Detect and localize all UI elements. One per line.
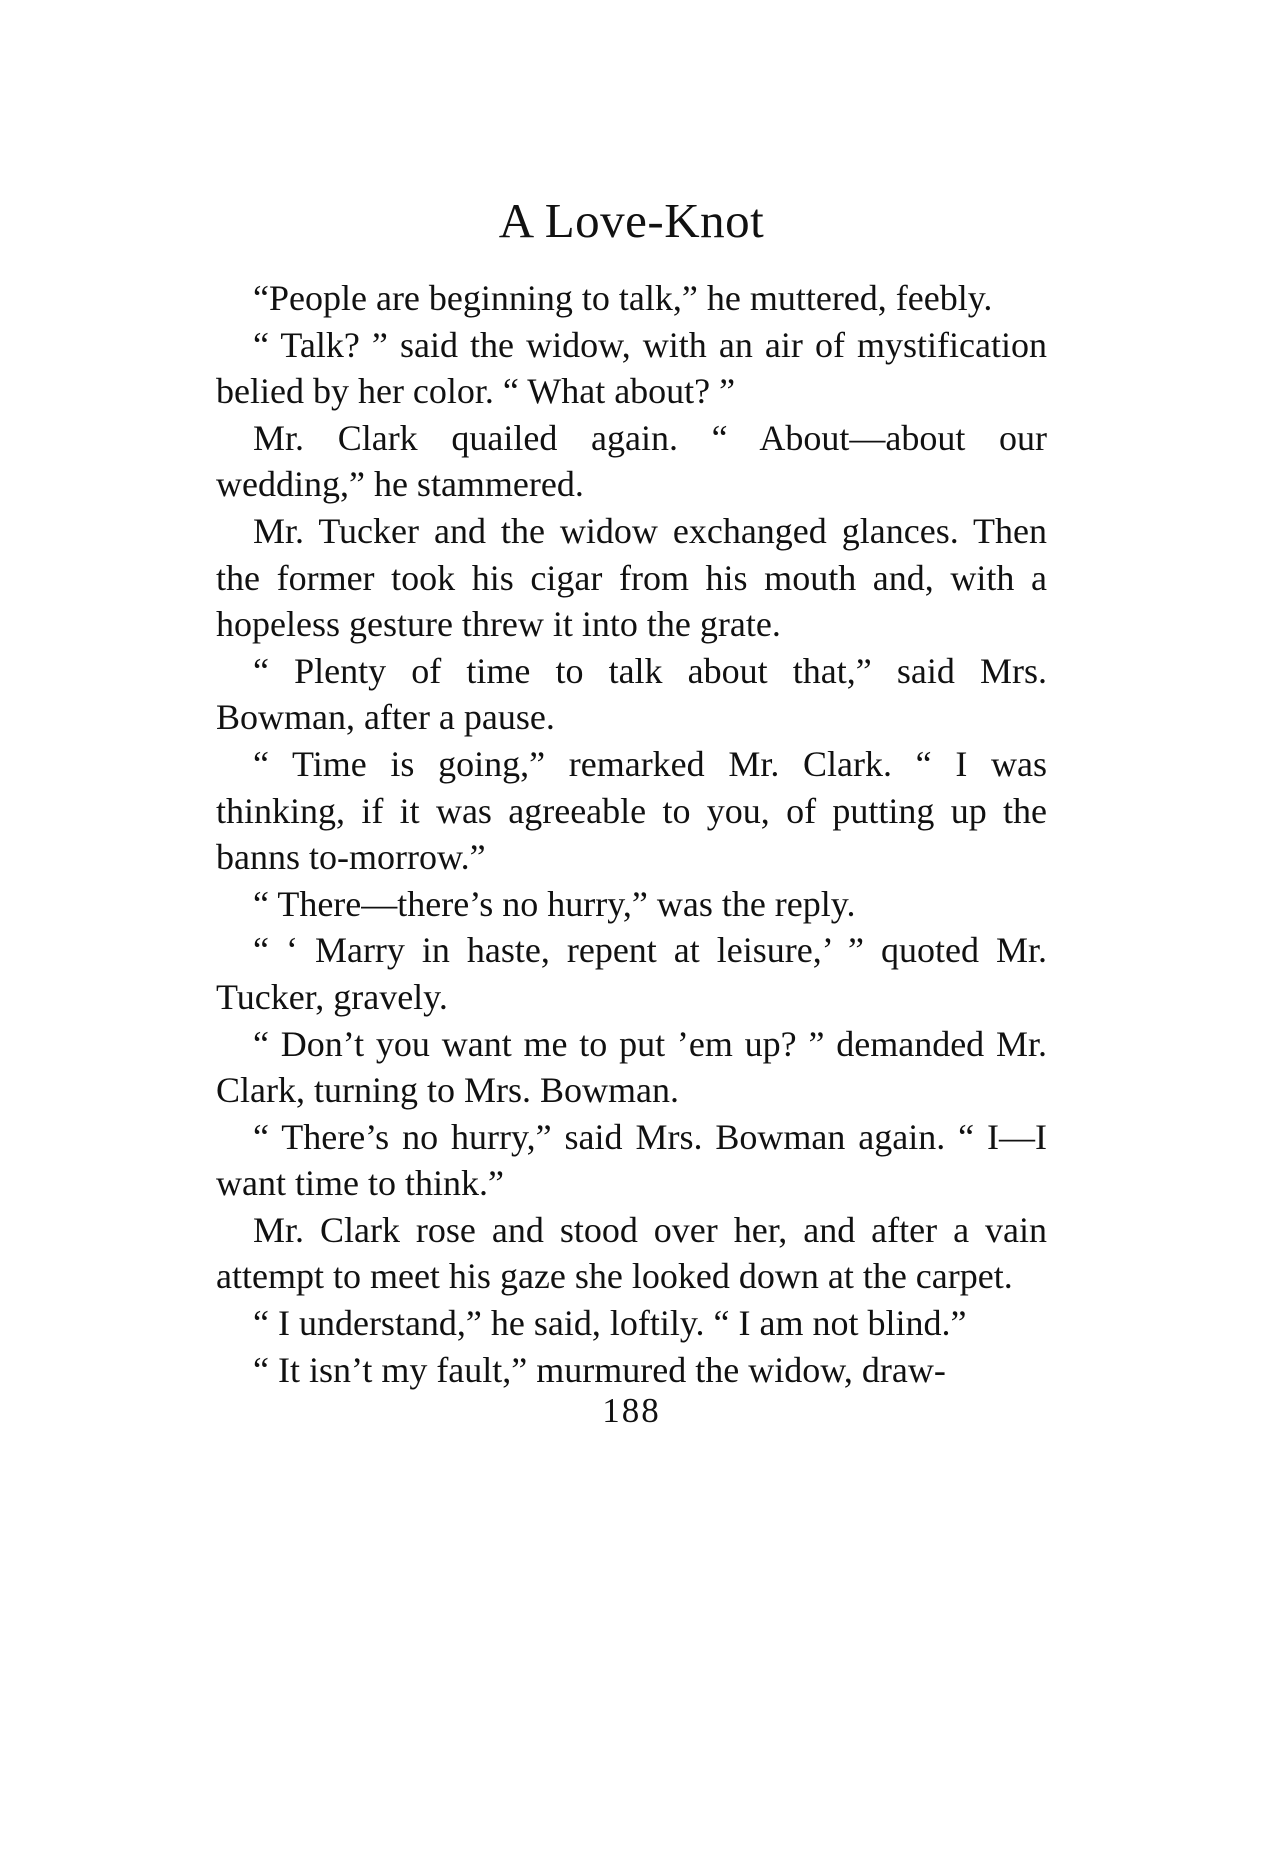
paragraph: “ Time is going,” remarked Mr. Clark. “ I was thinking, if it was agreeable to you, of putting up the banns to-morrow.” (216, 743, 1047, 878)
book-page (216, 193, 1047, 1431)
paragraph: “ Talk? ” said the widow, with an air of mystification belied by her color. “ What about? ” (216, 324, 1047, 412)
paragraph: “ It isn’t my fault,” murmured the widow, draw- (253, 1349, 946, 1390)
running-head-title: A Love-Knot (498, 193, 765, 248)
paragraph: “People are beginning to talk,” he muttered, feebly. (253, 278, 993, 318)
paragraph: Mr. Clark rose and stood over her, and after a vain attempt to meet his gaze she looked down at the carpet. (216, 1209, 1047, 1297)
paragraph: “ Don’t you want me to put ’em up? ” demanded Mr. Clark, turning to Mrs. Bowman. (216, 1023, 1047, 1111)
paragraph: “ I understand,” he said, loftily. “ I am not blind.” (253, 1303, 967, 1344)
paragraph: “ ‘ Marry in haste, repent at leisure,’ ” quoted Mr. Tucker, gravely. (216, 930, 1047, 1017)
paragraph: Mr. Tucker and the widow exchanged glances. Then the former took his cigar from his mouth and, with a hopeless gesture threw it into the grate. (216, 510, 1047, 645)
paragraph: “ There—there’s no hurry,” was the reply. (253, 883, 856, 924)
body-text (216, 275, 1047, 1393)
paragraph: “ There’s no hurry,” said Mrs. Bowman again. “ I—I want time to think.” (216, 1116, 1047, 1204)
page-number: 188 (602, 1391, 661, 1431)
paragraph: “ Plenty of time to talk about that,” said Mrs. Bowman, after a pause. (216, 650, 1047, 738)
paragraph: Mr. Clark quailed again. “ About—about our wedding,” he stammered. (216, 417, 1047, 505)
